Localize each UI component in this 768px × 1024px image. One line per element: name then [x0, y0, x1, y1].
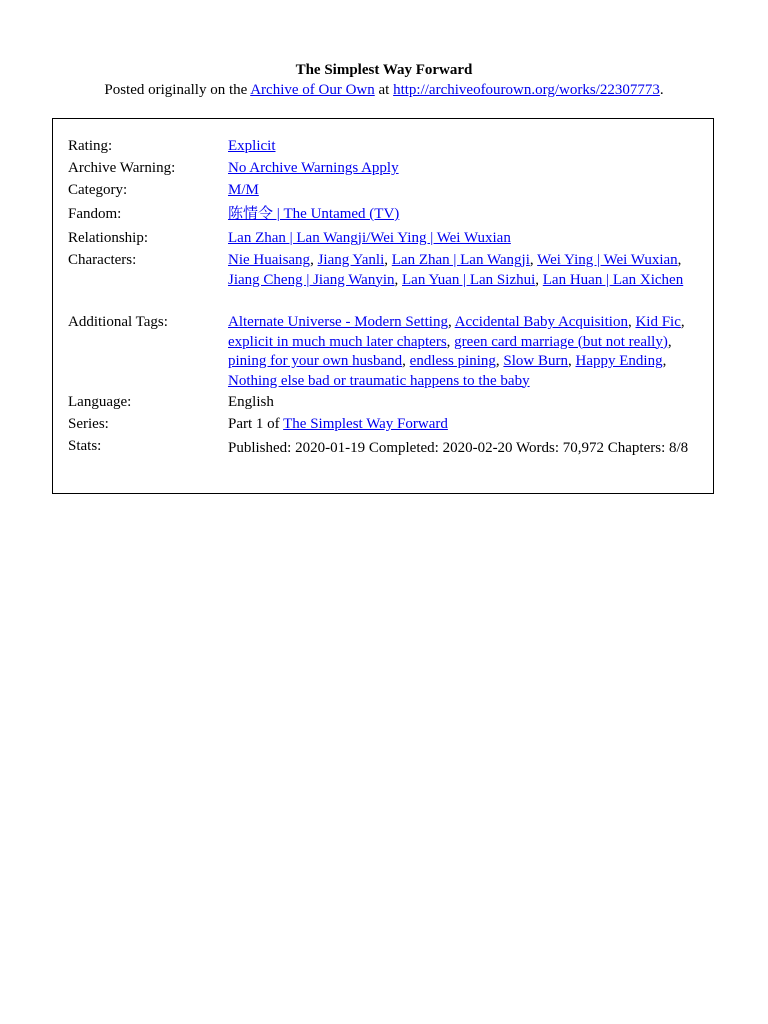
fandom-link[interactable]: 陈情令 | The Untamed (TV) [228, 206, 400, 222]
tag-link[interactable]: explicit in much much later chapters [228, 333, 447, 350]
characters-list: Nie Huaisang, Jiang Yanli, Lan Zhan | Lan Wangji, Wei Ying | Wei Wuxian, Jiang Cheng | Jiang Wanyin, Lan Yuan | Lan Sizhui, Lan Huan | Lan Xichen [228, 252, 684, 288]
character-link[interactable]: Lan Zhan | Lan Wangji [391, 252, 530, 268]
tag-link[interactable]: green card marriage (but not really) [454, 333, 668, 350]
tag-link[interactable]: Slow Burn [503, 353, 568, 369]
relationship-label: Relationship: [68, 230, 148, 246]
character-link[interactable]: Lan Yuan | Lan Sizhui [402, 271, 536, 288]
rating-link[interactable]: Explicit [228, 138, 276, 154]
work-title: The Simplest Way Forward [295, 62, 473, 78]
work-url-link[interactable]: http://archiveofourown.org/works/22307773 [393, 82, 660, 98]
language-label: Language: [68, 394, 132, 410]
character-link[interactable]: Jiang Yanli [317, 252, 385, 268]
language-value: English [228, 394, 274, 410]
character-link[interactable]: Wei Ying | Wei Wuxian [537, 252, 678, 268]
series-link[interactable]: The Simplest Way Forward [283, 416, 448, 432]
rating-label: Rating: [68, 138, 113, 154]
character-link[interactable]: Nie Huaisang [228, 252, 311, 268]
tag-link[interactable]: Happy Ending [575, 353, 663, 369]
warning-link[interactable]: No Archive Warnings Apply [228, 160, 399, 176]
warning-label: Archive Warning: [68, 160, 176, 176]
tag-link[interactable]: Alternate Universe - Modern Setting [228, 314, 448, 330]
category-label: Category: [68, 182, 128, 198]
posted-prefix: Posted originally on the [104, 82, 251, 98]
series-label: Series: [68, 416, 109, 432]
tag-link[interactable]: pining for your own husband [228, 353, 403, 369]
tag-link[interactable]: Kid Fic [635, 314, 681, 330]
tag-link[interactable]: Accidental Baby Acquisition [454, 314, 628, 330]
posted-line [0, 82, 768, 99]
stats-value: Published: 2020-01-19 Completed: 2020-02-20 Words: 70,972 Chapters: 8/8 [228, 440, 689, 456]
work-meta-box [52, 118, 714, 494]
fandom-label: Fandom: [68, 206, 122, 222]
series-prefix: Part 1 of [228, 416, 284, 432]
tag-link[interactable]: Nothing else bad or traumatic happens to the baby [228, 372, 530, 389]
archive-link[interactable]: Archive of Our Own [250, 82, 375, 98]
character-link[interactable]: Jiang Cheng | Jiang Wanyin [228, 271, 395, 288]
tag-link[interactable]: endless pining [409, 353, 496, 369]
character-link[interactable]: Lan Huan | Lan Xichen [542, 271, 684, 288]
category-link[interactable]: M/M [228, 182, 259, 198]
posted-suffix: . [659, 82, 664, 98]
tags-list: Alternate Universe - Modern Setting, Accidental Baby Acquisition, Kid Fic, explicit in much much later chapters, green card marriage (but not really), pining for your own husband, endless pining, Slow Burn, Happy Ending, Nothing else bad or traumatic happens to the baby [228, 314, 685, 389]
stats-label: Stats: [68, 438, 102, 454]
tags-label: Additional Tags: [68, 314, 168, 330]
posted-mid: at [374, 82, 394, 98]
characters-label: Characters: [68, 252, 137, 268]
relationship-link[interactable]: Lan Zhan | Lan Wangji/Wei Ying | Wei Wuxian [228, 230, 511, 246]
